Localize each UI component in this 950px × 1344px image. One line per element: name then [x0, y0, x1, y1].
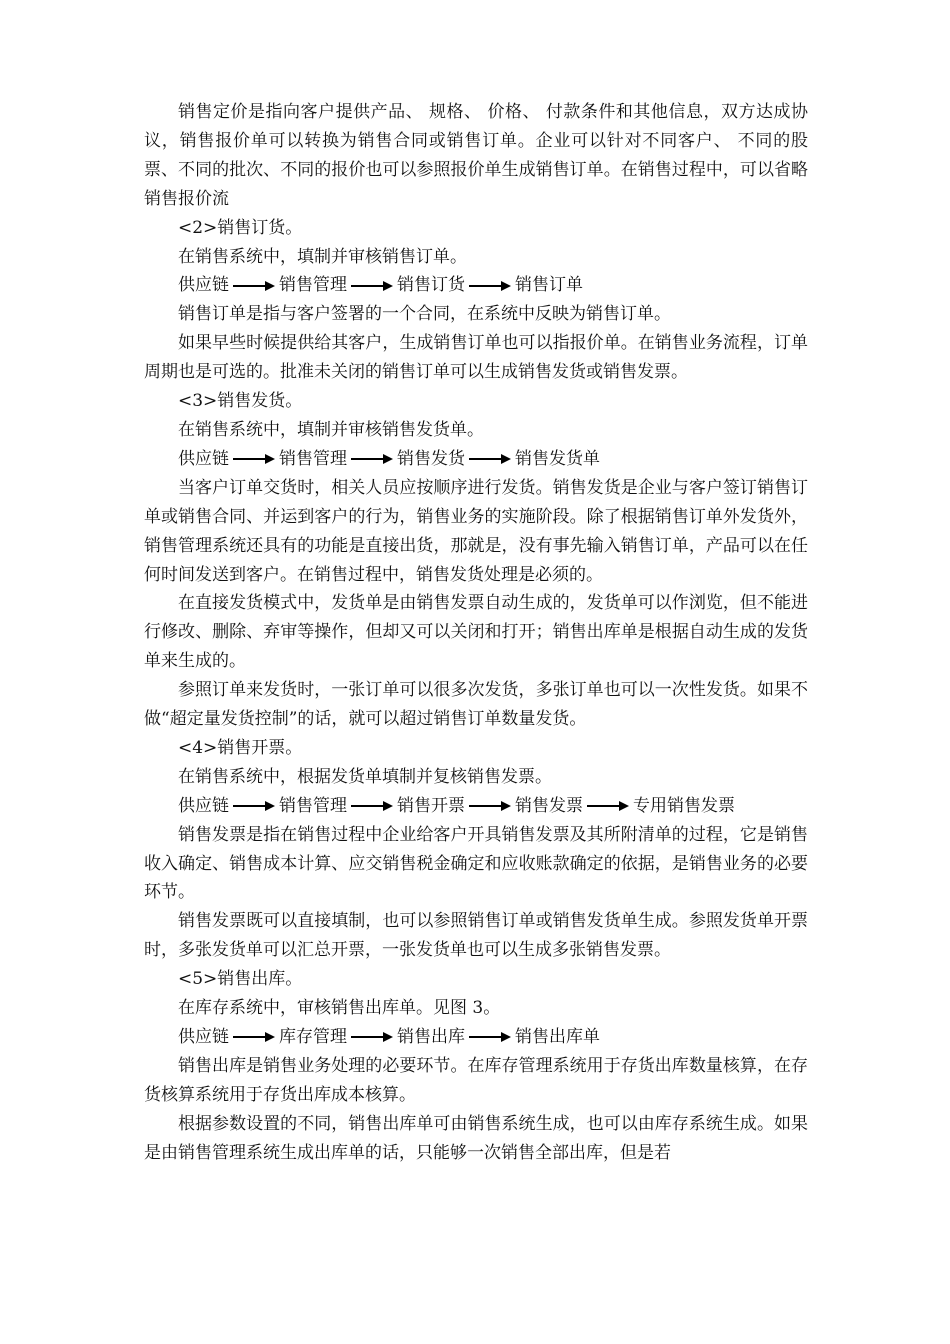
flow-step: 销售出库 [397, 1027, 465, 1047]
flow-step: 销售发货单 [515, 448, 600, 469]
right-arrow-icon [351, 1031, 393, 1043]
flow-path-outbound [144, 1023, 808, 1052]
flow-step: 供应链 [178, 448, 229, 469]
flow-path-delivery [144, 445, 808, 474]
right-arrow-icon [233, 1031, 275, 1043]
flow-step: 销售订单 [515, 275, 583, 296]
section-heading: <4>销售开票。 [178, 737, 303, 758]
flow-step: 销售发票 [515, 795, 583, 816]
paragraph: 在销售系统中，根据发货单填制并复核销售发票。 [178, 766, 552, 787]
right-arrow-icon [469, 1031, 511, 1043]
flow-step: 销售管理 [279, 795, 347, 816]
flow-step: 销售管理 [279, 275, 347, 296]
flow-step: 销售管理 [279, 448, 347, 469]
paragraph: 当客户订单交货时，相关人员应按顺序进行发货。销售发货是企业与客户签订销售订单或销售合同、并运到客户的行为，销售业务的实施阶段。除了根据销售订单外发货外，销售管理系统还具有的功能是直接出货，那就是，没有事先输入销售订单，产品可以在任何时间发送到客户。在销售过程中，销售发货处理是必须的。 [144, 477, 808, 585]
right-arrow-icon [351, 280, 393, 292]
flow-step: 销售订货 [397, 275, 465, 296]
section-heading: <5>销售出库。 [178, 969, 303, 990]
right-arrow-icon [233, 800, 275, 812]
paragraph: 销售出库是销售业务处理的必要环节。在库存管理系统用于存货出库数量核算，在存货核算系统用于存货出库成本核算。 [144, 1055, 808, 1105]
paragraph: 在直接发货模式中，发货单是由销售发票自动生成的，发货单可以作浏览，但不能进行修改、删除、弃审等操作，但却又可以关闭和打开；销售出库单是根据自动生成的发货单来生成的。 [144, 593, 808, 672]
paragraph: 在销售系统中，填制并审核销售订单。 [178, 246, 467, 267]
paragraph: 如果早些时候提供给其客户，生成销售订单也可以指报价单。在销售业务流程，订单周期也是可选的。批准未关闭的销售订单可以生成销售发货或销售发票。 [144, 333, 808, 383]
flow-step: 销售发货 [397, 448, 465, 469]
paragraph: 在库存系统中，审核销售出库单。见图 3。 [178, 998, 501, 1019]
right-arrow-icon [233, 280, 275, 292]
paragraph: 根据参数设置的不同，销售出库单可由销售系统生成，也可以由库存系统生成。如果是由销售管理系统生成出库单的话，只能够一次销售全部出库，但是若 [144, 1113, 808, 1163]
right-arrow-icon [469, 453, 511, 465]
flow-step: 专用销售发票 [633, 795, 735, 816]
flow-path-order [144, 271, 808, 300]
right-arrow-icon [469, 800, 511, 812]
right-arrow-icon [587, 800, 629, 812]
flow-step: 销售开票 [397, 795, 465, 816]
document-page [144, 98, 808, 1168]
section-heading: <2>销售订货。 [178, 217, 303, 238]
right-arrow-icon [233, 453, 275, 465]
paragraph: 销售发票是指在销售过程中企业给客户开具销售发票及其所附清单的过程，它是销售收入确定、销售成本计算、应交销售税金确定和应收账款确定的依据，是销售业务的必要环节。 [144, 824, 808, 903]
paragraph: 参照订单来发货时，一张订单可以很多次发货，多张订单也可以一次性发货。如果不做“超定量发货控制”的话，就可以超过销售订单数量发货。 [144, 680, 808, 730]
paragraph: 销售发票既可以直接填制，也可以参照销售订单或销售发货单生成。参照发货单开票时，多张发货单可以汇总开票，一张发货单也可以生成多张销售发票。 [144, 911, 808, 961]
right-arrow-icon [351, 453, 393, 465]
flow-path-invoice [144, 792, 808, 821]
paragraph: 销售定价是指向客户提供产品、 规格、 价格、 付款条件和其他信息，双方达成协议，销售报价单可以转换为销售合同或销售订单。企业可以针对不同客户、 不同的股票、不同的批次、不同的报价也可以参照报价单生成销售订单。在销售过程中，可以省略销售报价流 [144, 102, 808, 209]
flow-step: 库存管理 [279, 1027, 347, 1047]
paragraph: 在销售系统中，填制并审核销售发货单。 [178, 419, 484, 440]
flow-step: 销售出库单 [515, 1027, 600, 1047]
right-arrow-icon [351, 800, 393, 812]
flow-step: 供应链 [178, 1027, 229, 1047]
right-arrow-icon [469, 280, 511, 292]
flow-step: 供应链 [178, 795, 229, 816]
section-heading: <3>销售发货。 [178, 391, 303, 412]
flow-step: 供应链 [178, 275, 229, 296]
paragraph: 销售订单是指与客户签署的一个合同，在系统中反映为销售订单。 [178, 304, 671, 325]
